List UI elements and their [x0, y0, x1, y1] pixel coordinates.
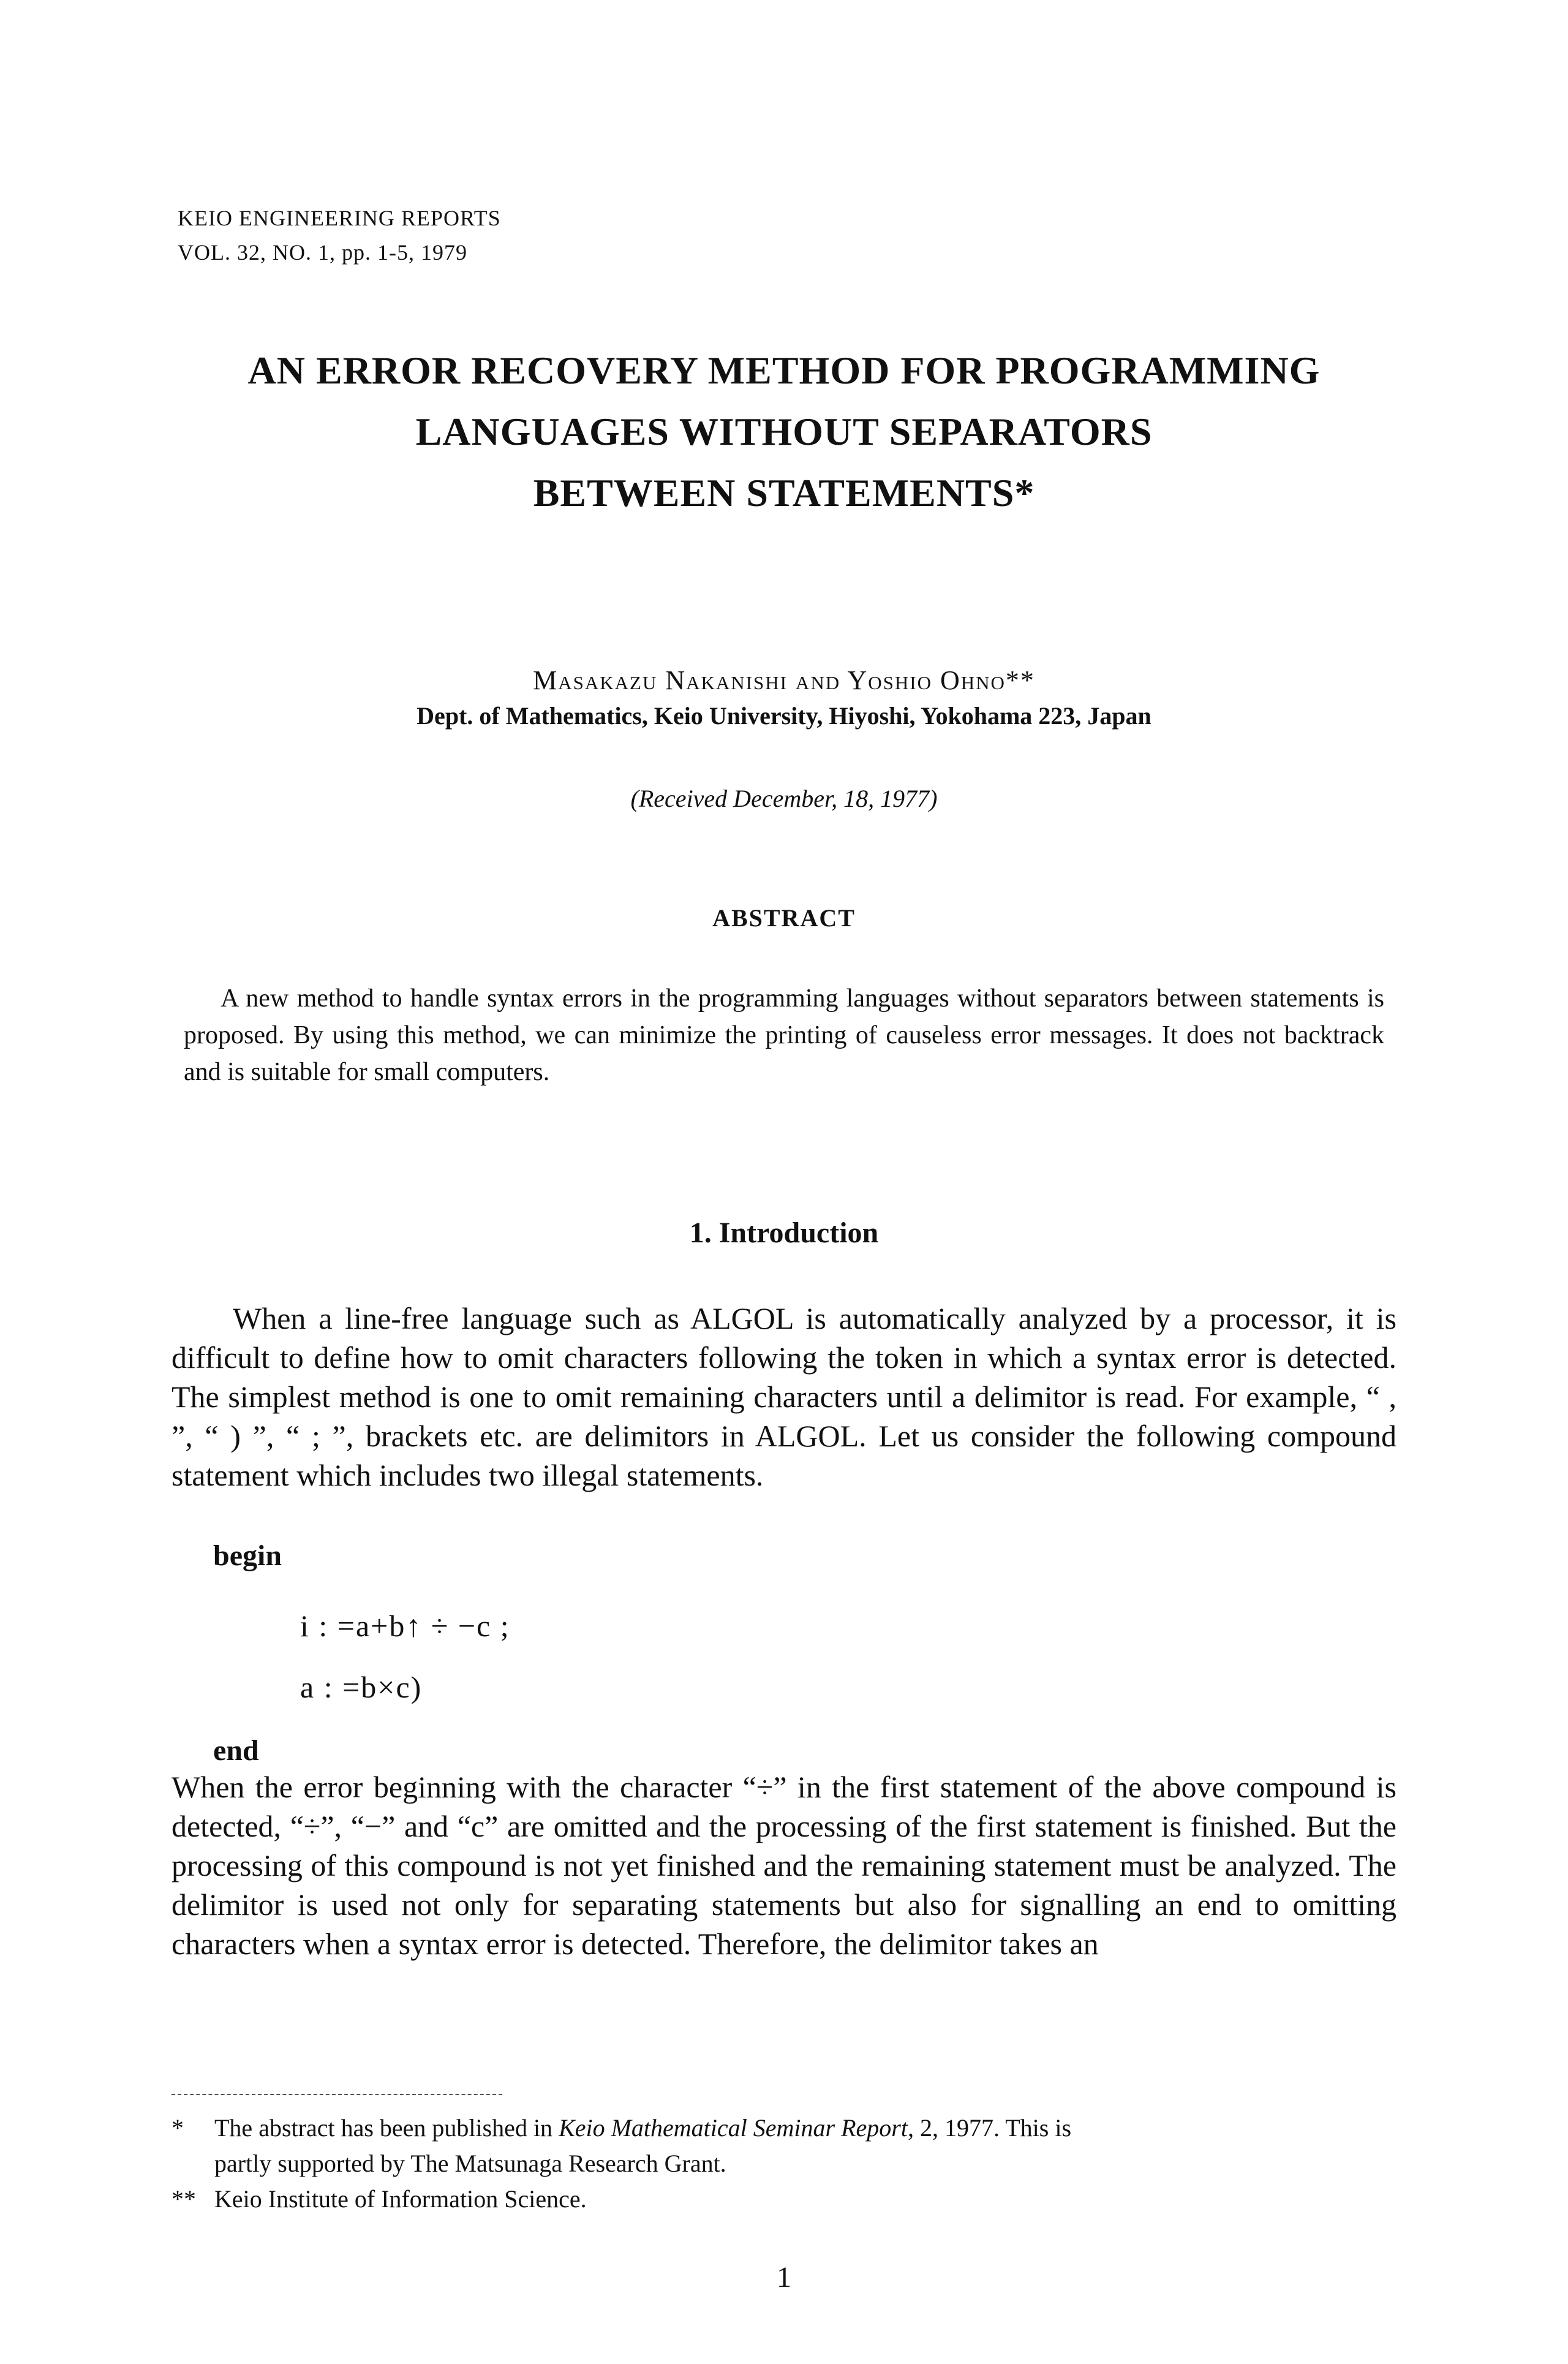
- code-line: a : =b×c): [300, 1670, 423, 1704]
- paper-title: [0, 340, 1568, 524]
- received-date: (Received December, 18, 1977): [630, 785, 938, 812]
- code-end: end: [213, 1734, 259, 1767]
- authors: Masakazu Nakanishi and Yoshio Ohno**: [533, 665, 1035, 695]
- footnote-text: , 2, 1977. This is: [907, 2114, 1072, 2142]
- page-number: 1: [777, 2261, 791, 2294]
- section-heading: 1. Introduction: [689, 1217, 879, 1249]
- title-line: BETWEEN STATEMENTS*: [533, 471, 1035, 515]
- footnote-mark: **: [172, 2185, 196, 2213]
- footnote-mark: *: [172, 2114, 184, 2142]
- code-begin: begin: [213, 1539, 282, 1572]
- footnote-citation: Keio Mathematical Seminar Report: [559, 2114, 908, 2142]
- abstract-text: A new method to handle syntax errors in the programming languages without separators between statements is proposed. By using this method, we can minimize the printing of causeless error messages. It does not backtrack and is suitable for small computers.: [184, 984, 1384, 1086]
- footnote-text: The abstract has been published in: [214, 2114, 559, 2142]
- abstract-heading: ABSTRACT: [712, 904, 856, 932]
- affiliation: Dept. of Mathematics, Keio University, Hiyoshi, Yokohama 223, Japan: [417, 702, 1152, 730]
- body-paragraph: When the error beginning with the character “÷” in the first statement of the above compound is detected, “÷”, “−” and “c” are omitted and the processing of the first statement is finished. But the processing of this compound is not yet finished and the remaining statement must be analyzed. The delimitor is used not only for separating statements but also for signalling an end to omitting characters when a syntax error is detected. Therefore, the delimitor takes an: [172, 1770, 1396, 1961]
- journal-name: KEIO ENGINEERING REPORTS: [178, 206, 501, 230]
- intro-paragraph: When a line-free language such as ALGOL is automatically analyzed by a processor, it is difficult to define how to omit characters following the token in which a syntax error is detected. The simplest method is one to omit remaining characters until a delimitor is read. For example, “ , ”, “ ) ”, “ ; ”, brackets etc. are delimitors in ALGOL. Let us consider the following compound statement which includes two illegal statements.: [172, 1301, 1396, 1492]
- title-line: LANGUAGES WITHOUT SEPARATORS: [415, 410, 1153, 453]
- footnote-continuation: partly supported by The Matsunaga Research Grant.: [214, 2150, 726, 2177]
- journal-header: [178, 201, 501, 270]
- journal-volume: VOL. 32, NO. 1, pp. 1-5, 1979: [178, 240, 467, 265]
- footnote: [172, 2043, 1396, 2217]
- footnote-text: Keio Institute of Information Science.: [214, 2185, 587, 2213]
- title-line: AN ERROR RECOVERY METHOD FOR PROGRAMMING: [247, 349, 1321, 392]
- code-line: i : =a+b↑ ÷ −c ;: [300, 1609, 510, 1643]
